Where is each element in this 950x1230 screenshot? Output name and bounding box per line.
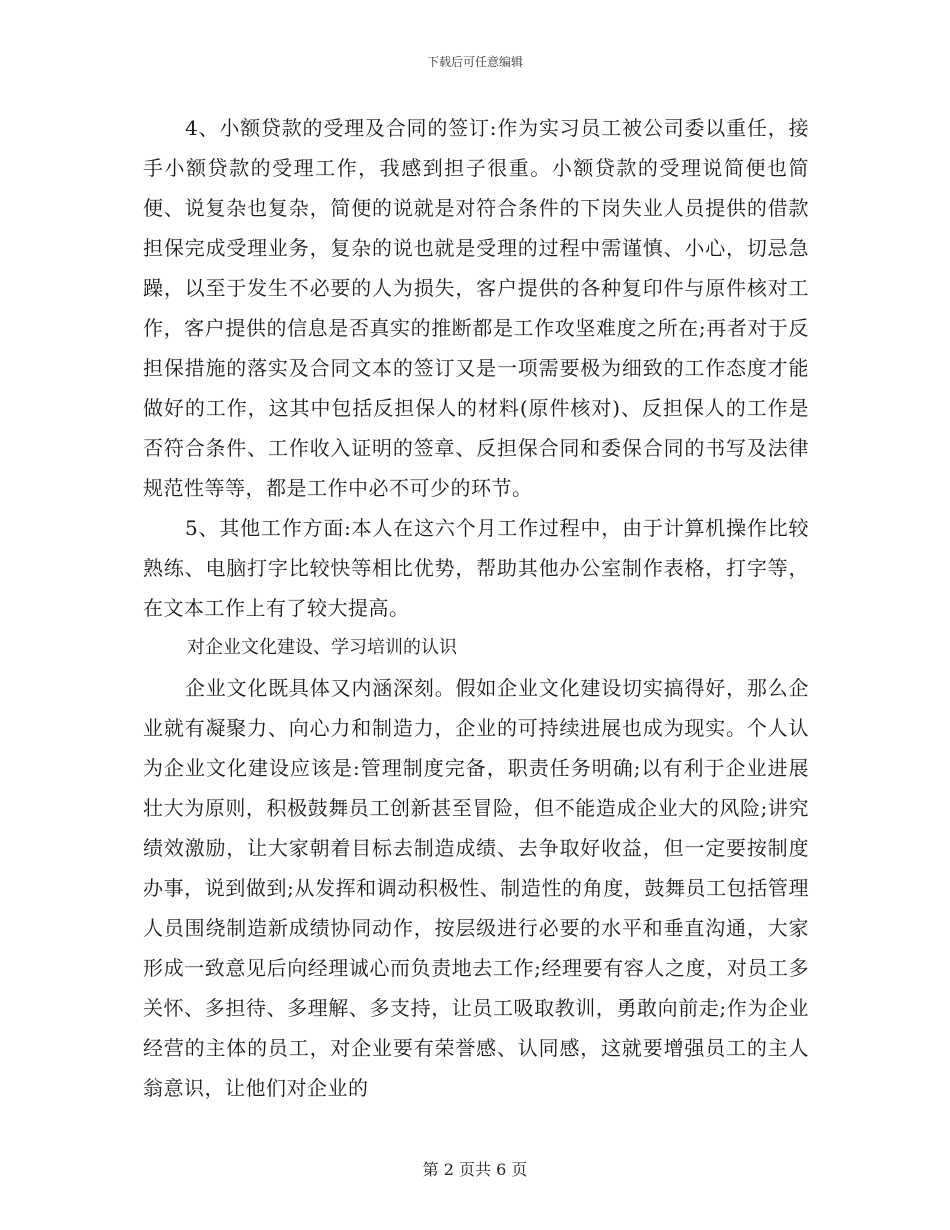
paragraph-loan-processing: 4、小额贷款的受理及合同的签订:作为实习员工被公司委以重任，接手小额贷款的受理工作，我感到担子很重。小额贷款的受理说简便也简便、说复杂也复杂，简便的说就是对符合条件的下岗失业人员提供的借款担保完成受理业务，复杂的说也就是受理的过程中需谨慎、小心，切忌急躁，以至于发生不必要的人为损失，客户提供的各种复印件与原件核对工作，客户提供的信息是否真实的推断都是工作攻坚难度之所在;再者对于反担保措施的落实及合同文本的签订又是一项需要极为细致的工作态度才能做好的工作，这其中包括反担保人的材料(原件核对)、反担保人的工作是否符合条件、工作收入证明的签章、反担保合同和委保合同的书写及法律规范性等等，都是工作中必不可少的环节。 (143, 116, 809, 500)
paragraph-corporate-culture: 企业文化既具体又内涵深刻。假如企业文化建设切实搞得好，那么企业就有凝聚力、向心力和制造力，企业的可持续进展也成为现实。个人认为企业文化建设应该是:管理制度完备，职责任务明确;以有利于企业进展壮大为原则，积极鼓舞员工创新甚至冒险，但不能造成企业大的风险;讲究绩效激励，让大家朝着目标去制造成绩、去争取好收益，但一定要按制度办事，说到做到;从发挥和调动积极性、制造性的角度，鼓舞员工包括管理人员围绕制造新成绩协同动作，按层级进行必要的水平和垂直沟通，大家形成一致意见后向经理诚心而负责地去工作;经理要有容人之度，对员工多关怀、多担待、多理解、多支持，让员工吸取教训，勇敢向前走;作为企业经营的主体的员工，对企业要有荣誉感、认同感，这就要增强员工的主人翁意识，让他们对企业的 (143, 676, 809, 1100)
header-note: 下载后可任意编辑 (426, 55, 523, 69)
paragraph-other-work: 5、其他工作方面:本人在这六个月工作过程中，由于计算机操作比较熟练、电脑打字比较快等相比优势，帮助其他办公室制作表格，打字等，在文本工作上有了较大提高。 (143, 516, 809, 620)
page-number: 第 2 页共 6 页 (422, 1160, 528, 1179)
section-heading: 对企业文化建设、学习培训的认识 (187, 637, 457, 658)
document-body (143, 108, 809, 1108)
